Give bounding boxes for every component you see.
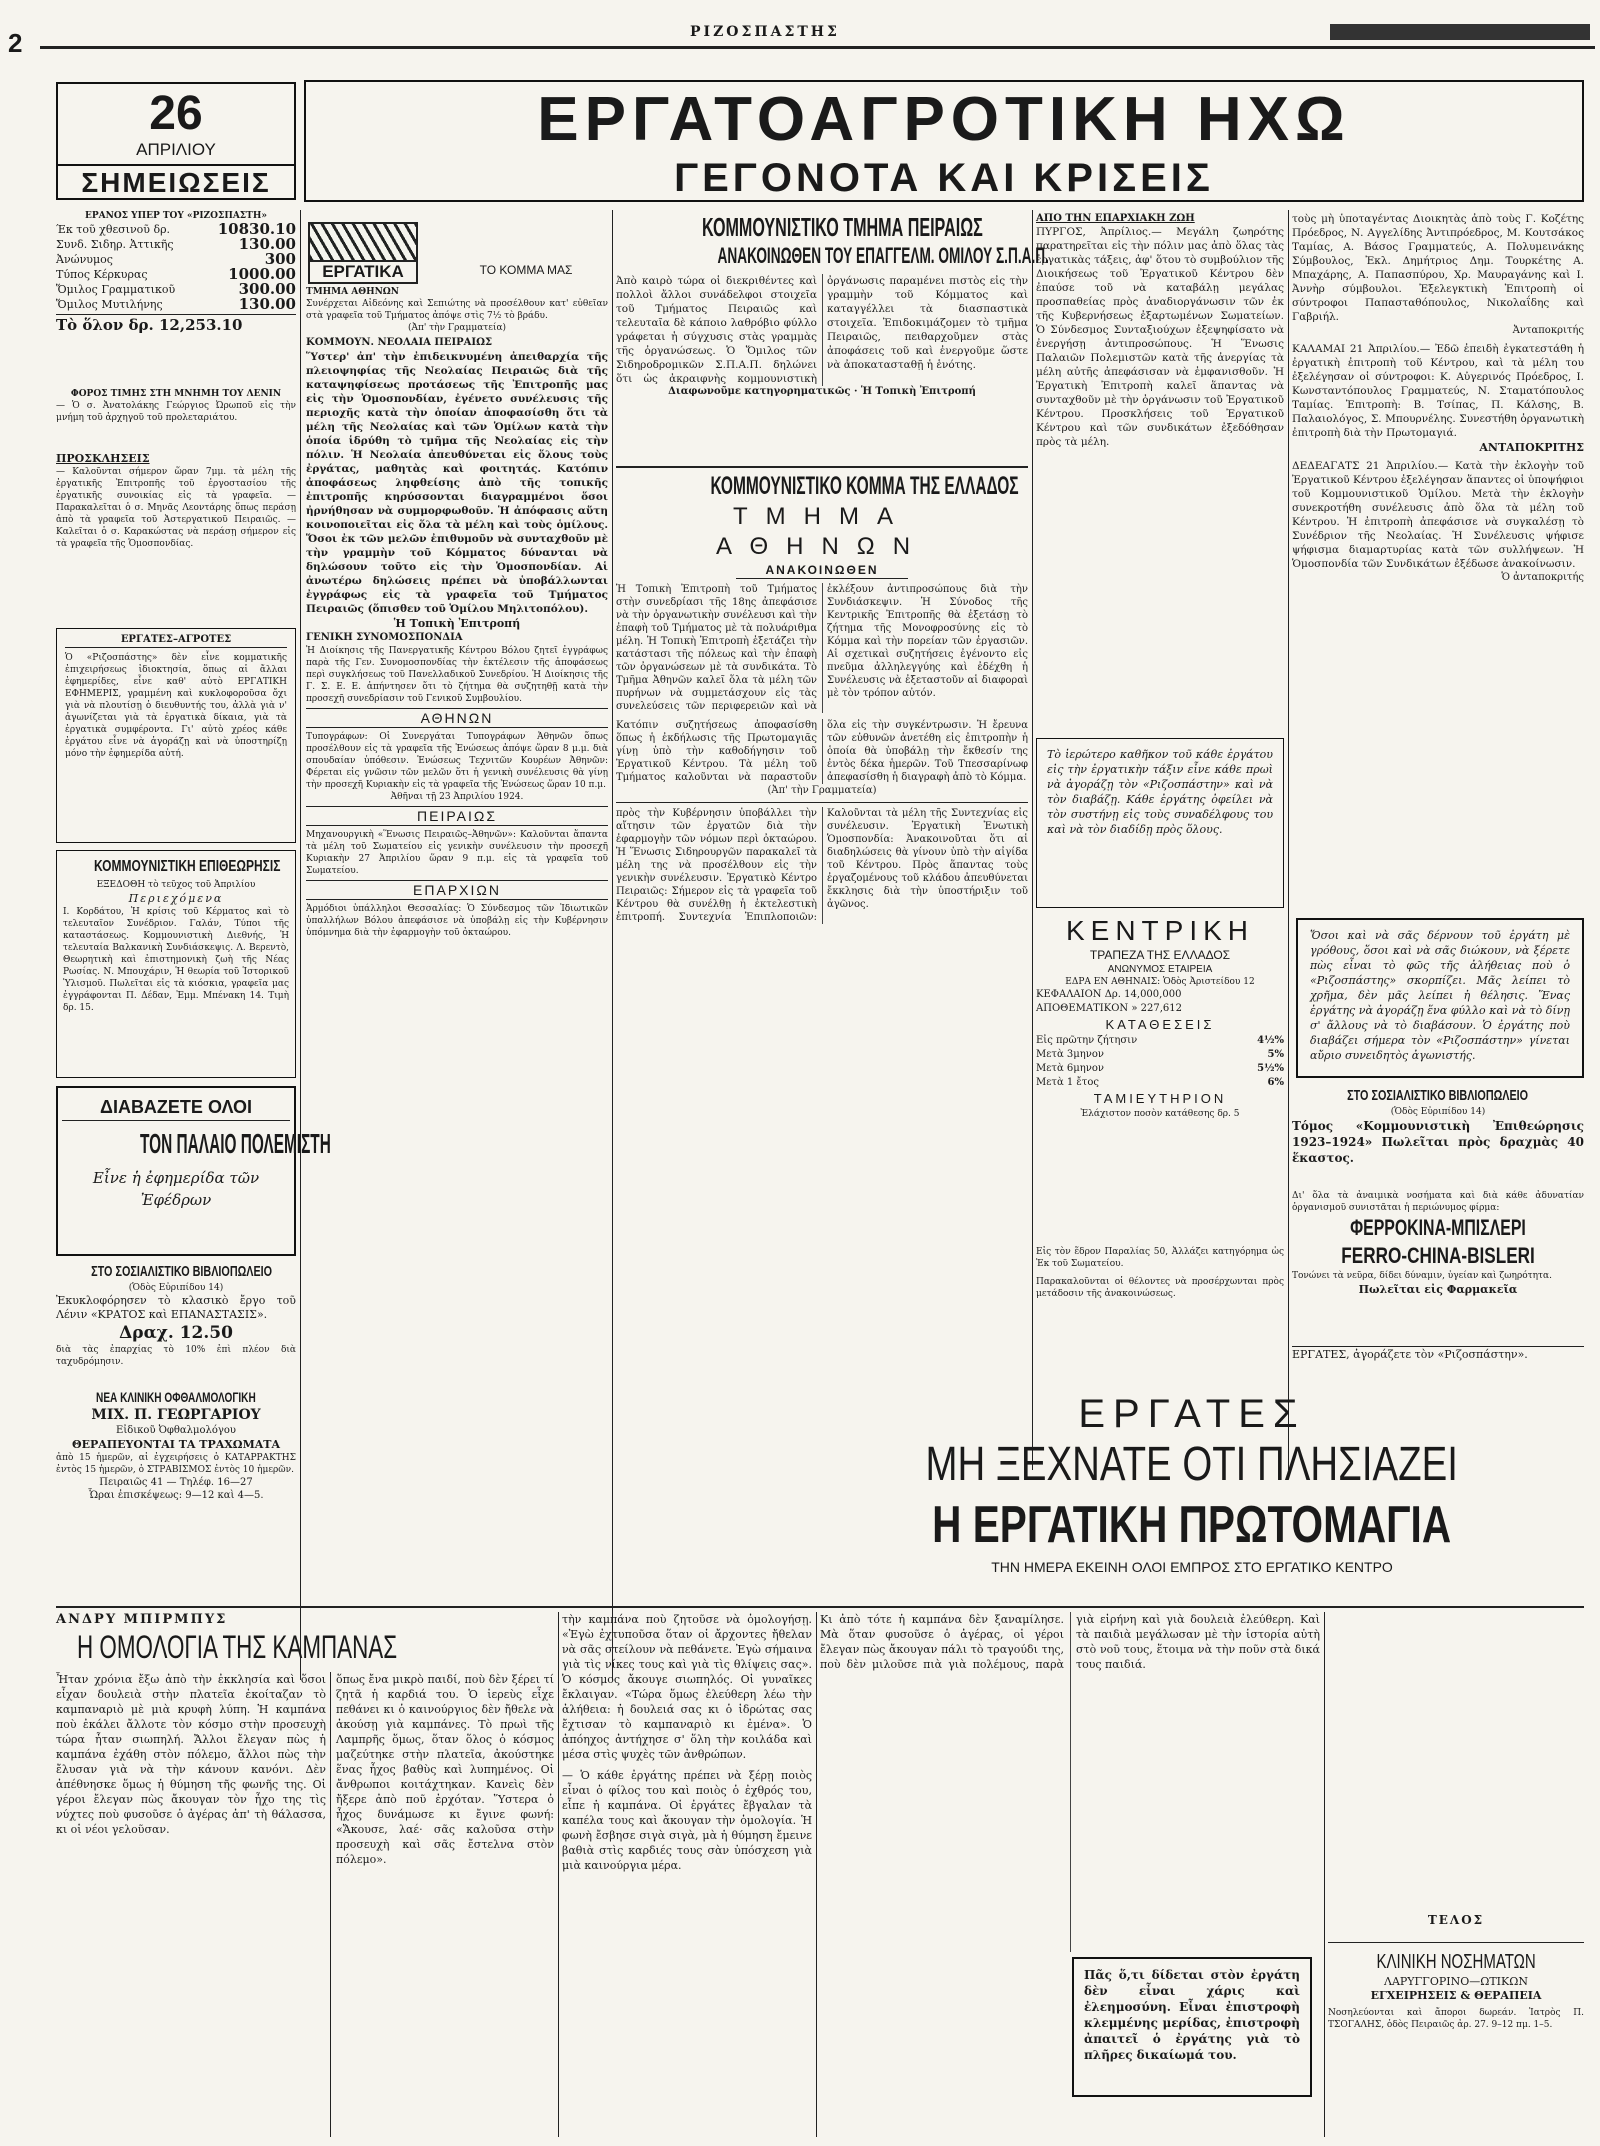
diavazete-name-text: ΤΟΝ ΠΑΛΑΙΟ ΠΟΛΕΜΙΣΤΗ bbox=[140, 1128, 331, 1159]
ferro-text: Τονώνει τὰ νεῦρα, δίδει δύναμιν, ὑγείαν καὶ ζωηρότητα. bbox=[1292, 1271, 1552, 1281]
eparxion-head: ΕΠΑΡΧΙΩΝ bbox=[306, 880, 608, 900]
dedeagats-sign: Ὁ ἀνταποκριτής bbox=[1501, 572, 1584, 583]
bank-rate-row-label: Μετὰ 6μηνον bbox=[1036, 1063, 1104, 1074]
ergates-agrotes-title: ΕΡΓΑΤΕΣ–ΑΓΡΟΤΕΣ bbox=[65, 633, 287, 648]
kke-text-c: πρὸς τὴν Κυβέρνησιν ὑποβάλλει τὴν αἴτησιν τῶν ἐργατῶν διὰ τὴν ἐφαρμογὴν τῶν νόμων περὶ ὀκταώρου. Ἡ Ἕνωσις Σιδηρουργῶν παρακαλεῖ τὰ μέλη της νὰ προσέλθουν εἰς τὴν γενικὴν συνέλευσιν. Ἐργατικὸ Κέντρο Πειραιῶς: Σήμερον εἰς τὰ γραφεῖα τοῦ Κέντρου θὰ συνέλθῃ ἡ ἐκτελεστικὴ ἐπιτροπή. Συντεχνία Ἐπιπλοποιῶν: Καλοῦνται τὰ μέλη τῆς Συντεχνίας εἰς συνέλευσιν. Ἐργατικὴ Ἐνωτικὴ Ὁμοσπονδία: Ἀνακοινοῦται ὅτι αἱ διαδηλώσεις θὰ γίνουν ὑπὸ τὴν αἰγίδα τοῦ Κέντρου. Πρὸς ἅπαντας τοὺς ἐργαζομένους τοῦ κλάδου ἀπευθύνεται ἔκκλησις διὰ τὴν ὑποστήριξιν τοῦ ἀγῶνος. bbox=[616, 808, 1028, 923]
story-title bbox=[56, 1628, 556, 1666]
klinik-addr: Πειραιῶς 41 — Τηλέφ. 16—27 bbox=[99, 1477, 253, 1488]
bank-rate-row-value: 5½% bbox=[1257, 1063, 1284, 1074]
date-day: 26 bbox=[149, 87, 203, 140]
banner-line3 bbox=[800, 1494, 1584, 1556]
bank-rates-list bbox=[1036, 1034, 1284, 1090]
bank-sub2: ΑΝΩΝΥΜΟΣ ΕΤΑΙΡΕΙΑ bbox=[1107, 964, 1213, 975]
bank-rate-row-value: 5% bbox=[1267, 1049, 1284, 1060]
masthead-title: ΕΡΓΑΤΟΑΓΡΟΤΙΚΗ ΗΧΩ bbox=[537, 85, 1351, 154]
diavazete-name bbox=[62, 1121, 331, 1167]
banner-line3-text: Η ΕΡΓΑΤΙΚΗ ΠΡΩΤΟΜΑΓΙΑ bbox=[932, 1496, 1452, 1554]
diavazete-sub: Εἶνε ἡ ἐφημερίδα τῶν Ἐφέδρων bbox=[92, 1169, 260, 1209]
bank-rate-row bbox=[1036, 1034, 1284, 1048]
eparxiki-section bbox=[1036, 212, 1284, 732]
masthead bbox=[304, 80, 1584, 202]
ferro-greek bbox=[1292, 1214, 1584, 1242]
foros-text: — Ὁ σ. Ἀνατολάκης Γεώργιος Ὠρωποῦ εἰς τὴν μνήμη τοῦ ἀρχηγοῦ τοῦ προλεταριάτου. bbox=[56, 401, 296, 423]
story-end: ΤΕΛΟΣ bbox=[1427, 1913, 1485, 1927]
story-text-3: τὴν καμπάνα ποὺ ζητοῦσε νὰ ὁμολογήσῃ. «Ἐγὼ ἐχτυποῦσα ὅταν οἱ ἄρχοντες ἤθελαν νὰ σᾶς στείλουν νὰ πεθάνετε. Ἐγὼ σήμαινα γιὰ τὶς νίκες τους καὶ γιὰ τὶς θλίψεις σας». Ὁ κόσμος ἄκουγε σιωπηλός. Οἱ γυναῖκες ἔκλαιγαν. «Τώρα ὅμως ἐλεύθερη λέω τὴν ἀλήθεια: ἡ δουλειά σας κι ὁ ἱδρώτας σας ἔχτισαν τὸ καμπαναριὸ κι ἐμένα». Ὁ ἀπόηχος ἀντήχησε σ' ὅλη τὴν κοιλάδα καὶ μέσα στὶς ψυχὲς τῶν ἀνθρώπων. bbox=[562, 1613, 812, 1761]
column-rule bbox=[330, 1672, 331, 2137]
bank-tamieutirion: ΤΑΜΙΕΥΤΗΡΙΟΝ bbox=[1093, 1091, 1227, 1106]
kalamai-text: ΚΑΛΑΜΑΙ 21 Ἀπριλίου.— Ἐδῶ ἐπειδὴ ἐγκατεστάθη ἡ ἐργατικὴ ἐπιτροπὴ τοῦ Κέντρου, καὶ τὰ μέλη του ἐξελέγησαν οἱ σύντροφοι: Κ. Αὐγερινός Πρόεδρος, Ι. Κωνσταντόπουλος Γραμματεύς, Ν. Σταματόπουλος Ταμίας. Ἐπιτροπὴ: Β. Τσίπας, Π. Κάλσης, Β. Παλαιολόγος, Σ. Μπουρνέλης. Συνεστήθη ὀργανωτικὴ ἐπιτροπὴ διὰ τὴν Πρωτομαγιά. bbox=[1292, 343, 1584, 439]
neolaia-title: ΚΟΜΜΟΥΝ. ΝΕΟΛΑΙΑ ΠΕΙΡΑΙΩΣ bbox=[306, 337, 493, 348]
story-col1 bbox=[56, 1672, 326, 2137]
bank-foot-text: Εἰς τὸν ἕδρον Παραλίας 50, Ἀλλάζει κατηγόρημα ὡς Ἐκ τοῦ Σωματείου. bbox=[1036, 1247, 1284, 1269]
ferro-latin bbox=[1292, 1242, 1584, 1270]
eranos-row-value: 10830.10 bbox=[217, 220, 296, 238]
eranos-row-label: Ὅμιλος Γραμματικοῦ bbox=[56, 283, 176, 296]
peiraios-title bbox=[616, 212, 1028, 242]
athinon-sign: Ἀθῆναι τῇ 23 Ἀπριλίου 1924. bbox=[390, 792, 524, 802]
klinik-therap: ΘΕΡΑΠΕΥΟΝΤΑΙ ΤΑ ΤΡΑΧΩΜΑΤΑ bbox=[71, 1438, 281, 1451]
pyrgos-text: ΠΥΡΓΟΣ, Ἀπρίλιος.— Μεγάλη ζωηρότης παρατηρεῖται εἰς τὴν πόλιν μας ἀπὸ ὅλας τὰς ἐργατικὰς τάξεις, ἀφ' ὅτου τὸ συμβούλιον τῆς Διοικήσεως τοῦ Ἐργατικοῦ Κέντρου δὲν ἐπαύσε τοῦ νὰ καταβάλῃ μεγάλας προσπαθείας πρὸς ἀναδιοργάνωσιν τῶν ἐκ τῆς Κυβερνήσεως ἐξαρτωμένων Σωματείων. Ὁ Σύνδεσμος Συνταξιούχων ἐξεψηφίσατο νὰ ἐνεργήσῃ ἀντιπροσώπους. Ἡ Ἕνωσις Παλαιῶν Πολεμιστῶν κατὰ τῆς ἀνεργίας τὰ μέλη αὐτῆς ἀπεφάσισαν νὰ ἐμφανισθοῦν. Ἡ Ἐργατικὴ Ἐπιτροπὴ καλεῖ ἅπαντας νὰ συνταχθοῦν μὲ τὴν ὀργάνωσιν τοῦ Ἐργατικοῦ Κέντρου. Προσκλήσεις τοῦ Ἐργατικοῦ Κέντρου καὶ τῶν συνδικάτων ἐξεδόθησαν πρὸς τὰ μέλη. bbox=[1036, 226, 1284, 448]
vivliopoleio-price: Δραχ. 12.50 bbox=[119, 1323, 233, 1343]
column-rule bbox=[1324, 1612, 1325, 2137]
neolaia-text: Ὕστερ' ἀπ' τὴν ἐπιδεικνυμένη ἀπειθαρχία τῆς πλειοψηφίας τῆς Νεολαίας Πειραιῶς διὰ τῆς καταψηφίσεως προτάσεως τῆς Ἐπιτροπῆς μας εἰς τὴν Ὁμοσπονδίαν, ἐγένετο συνέλευσις τῆς περιοχῆς κατὰ τὴν ὁποίαν ἀποφασίσθη ὅτι τὰ μέλη τῆς Νεολαίας καὶ τῶν Ὁμίλων κατὰ τὴν ὁποία ἱδρύθη τὸ τμῆμα τῆς Νεολαίας εἰς τὴν πόλιν. Ἡ Νεολαία ἀπευθύνεται εἰς ὅλους τοὺς ἐργάτας, μαθητὰς καὶ φοιτητάς. Κατόπιν ἀποφάσεως ληφθείσης ἀπὸ τῆς τοπικῆς ἐπιτροπῆς κηρύσσονται διαγραμμένοι ὅσοι ἠρνήθησαν νὰ συμμορφωθοῦν. Ἡ ἀπόφασις αὕτη κοινοποιεῖται εἰς ὅλα τὰ μέλη καὶ τοὺς ὁμίλους. Ὅσοι ἐκ τῶν μελῶν ἐπιθυμοῦν νὰ συνταχθοῦν μὲ τὴν γραμμὴν τοῦ Κόμματος δύνανται νὰ δηλώσουν τοῦτο εἰς τὴν Ὁμοσπονδίαν. Αἱ ἀνωτέρω δηλώσεις πρέπει νὰ ὑποβάλλωνται ἐγγράφως εἰς τὰ γραφεῖα τοῦ Τμήματος Πειραιῶς (ὅπισθεν τοῦ Ὁμίλου Μηλιτοπόλου). bbox=[306, 351, 608, 615]
peiraios-anakoinothen bbox=[616, 212, 1049, 462]
story-text-1: Ἦταν χρόνια ἔξω ἀπὸ τὴν ἐκκλησία καὶ ὅσοι εἶχαν δουλειὰ στὴν πλατεῖα ἐκοίταζαν τὸ καμπαναριὸ μὲ μιὰ κρυφὴ λύπη. Ἡ καμπάνα ποὺ ἐκάλει ἄλλοτε τὸν κόσμο στὴν προσευχὴ τώρα ἦταν σιωπηλή. Ἄλλοι ἔλεγαν πὼς ἡ καμπάνα ἐχάθη στὸν πόλεμο, ἄλλοι πὼς τὴν ἔλυσαν γιὰ νὰ τὴν κάνουν κανόνι. Δὲν ἀπέθνησκε ὅμως ἡ θύμηση τῆς φωνῆς της. Οἱ γέροι ἔλεγαν πὼς ἄκουγαν τὸν ἦχο της τὶς νύχτες ποὺ φυσοῦσε ὁ ἀγέρας ἀπ' τὴ θάλασσα, κι οἱ νέοι γελοῦσαν. bbox=[56, 1673, 326, 1836]
proskliseis-title: ΠΡΟΣΚΛΗΣΕΙΣ bbox=[56, 452, 150, 465]
vivliopoleio-title-text: ΣΤΟ ΣΟΣΙΑΛΙΣΤΙΚΟ ΒΙΒΛΙΟΠΩΛΕΙΟ bbox=[91, 1263, 273, 1280]
kke-sign: (Ἀπ' τὴν Γραμματεία) bbox=[767, 785, 877, 796]
eparxion-text: Ἁρμόδιοι ὑπάλληλοι Θεσσαλίας: Ὁ Σύνδεσμος τῶν Ἰδιωτικῶν ὑπαλλήλων Βόλου ἀπεφάσισε νὰ ὑποβάλῃ εἰς τὴν Κυβέρνησιν ὑπόμνημα διὰ τὴν ἐφαρμογὴν τοῦ ὀκταώρου. bbox=[306, 904, 608, 938]
vivlio-section bbox=[1292, 1086, 1584, 1186]
page-number: 2 bbox=[8, 28, 23, 58]
bank-rate-row-value: 4½% bbox=[1257, 1035, 1284, 1046]
column-rule bbox=[816, 1612, 817, 2137]
bank-rate-row bbox=[1036, 1062, 1284, 1076]
col5-top bbox=[1292, 212, 1584, 802]
vivliopoleio-section bbox=[56, 1262, 296, 1382]
eranos-row-label: Ὅμιλος Μυτιλήνης bbox=[56, 298, 163, 311]
epistrofi-box bbox=[1072, 1957, 1312, 2097]
epitheorisis-box bbox=[56, 850, 296, 1078]
story-col2 bbox=[336, 1672, 554, 2137]
geniki-title: ΓΕΝΙΚΗ ΣΥΝΟΜΟΣΠΟΝΔΙΑ bbox=[306, 632, 463, 643]
story-author: ΑΝΔΡΥ ΜΠΙΡΜΠΥΣ bbox=[56, 1612, 228, 1627]
vivlio-text: Τόμος «Κομμουνιστικὴ Ἐπιθεώρησις 1923–1924» Πωλεῖται πρὸς δραχμὰς 40 ἕκαστος. bbox=[1292, 1119, 1584, 1165]
banner-line4: ΤΗΝ ΗΜΕΡΑ ΕΚΕΙΝΗ ΟΛΟΙ ΕΜΠΡΟΣ ΣΤΟ ΕΡΓΑΤΙΚΟ ΚΕΝΤΡΟ bbox=[991, 1559, 1393, 1575]
dedeagats-text: ΔΕΔΕΑΓΑΤΣ 21 Ἀπριλίου.— Κατὰ τὴν ἐκλογὴν τοῦ Ἐργατικοῦ Κέντρου ἐξελέγησαν ἅπαντες οἱ ὑποψήφιοι τοῦ Κομμουνιστικοῦ Ὁμίλου. Μετὰ τὴν ἐκλογὴν συνεκροτήθη συνέλευσις ἀπὸ ὅλα τὰ μέλη τοῦ Κέντρου. Ἡ ἐπιτροπὴ ἀπεφάσισε νὰ συγκαλέσῃ τὸ Συνέδριον τῆς Νεολαίας. Ἡ Συνέλευσις ψήφισε ψήφισμα διαμαρτυρίας κατὰ τῶν συλλήψεων. Ἡ Ὁμοσπονδία τῶν Συνδικάτων ἐξέδωσε ἀνακοίνωσιν. bbox=[1292, 460, 1584, 570]
peiraios-sign: Διαφωνοῦμε κατηγορηματικῶς · Ἡ Τοπικὴ Ἐπιτροπή bbox=[668, 386, 976, 397]
clinic-title bbox=[1328, 1949, 1584, 1975]
date-month: ΑΠΡΙΛΙΟΥ bbox=[136, 140, 216, 159]
ferro-latin-text: FERRO-CHINA-BISLERI bbox=[1341, 1243, 1535, 1268]
story-text-2: ὅπως ἔνα μικρὸ παιδί, ποὺ δὲν ξέρει τί ζητᾶ ἡ καρδιά του. Ὁ ἱερεὺς εἶχε πεθάνει κι ὁ καινούργιος δὲν ἤθελε νὰ ἀκούσῃ γιὰ καμπάνες. Τὸ πρωὶ τῆς Λαμπρῆς ὅμως, ὅταν ὅλος ὁ κόσμος μαζεύτηκε στὴν πλατεῖα, ἀκούστηκε ἕνας ἦχος βαθὺς καὶ λυπημένος. Οἱ ἄνθρωποι κοιτάχτηκαν. Κανεὶς δὲν ἤξερε ἀπὸ ποῦ ἐρχόταν. Ὕστερα ὁ ἦχος δυνάμωσε κι ἔγινε φωνή: «Ἄκουσε, λαέ· σᾶς καλοῦσα στὴν προσευχὴ καὶ σᾶς ἔστελνα στὸν πόλεμο». bbox=[336, 1673, 554, 1866]
ergatika-header bbox=[306, 222, 608, 282]
eranos-row bbox=[56, 297, 296, 312]
bank-foot-text2: Παρακαλοῦνται οἱ θέλοντες νὰ προσέρχωνται πρὸς μετάδοσιν τῆς ἀνακοινώσεως. bbox=[1036, 1277, 1284, 1299]
bank-rate-row-label: Εἰς πρῶτην ζήτησιν bbox=[1036, 1035, 1138, 1046]
top-right-decoration bbox=[1330, 24, 1590, 40]
epitheorisis-sub: ΕΞΕΔΟΘΗ τὸ τεῦχος τοῦ Ἀπριλίου bbox=[96, 880, 256, 890]
date-label: ΣΗΜΕΙΩΣΕΙΣ bbox=[58, 164, 294, 200]
section-rule bbox=[616, 802, 1028, 803]
peiraios-subtitle bbox=[616, 242, 1049, 270]
peiraios-subtitle-text: ΑΝΑΚΟΙΝΩΘΕΝ ΤΟΥ ΕΠΑΓΓΕΛΜ. ΟΜΙΛΟΥ Σ.Π.Α.Π. bbox=[717, 243, 1049, 268]
bank-addr: ΕΔΡΑ ΕΝ ΑΘΗΝΑΙΣ: Ὁδὸς Ἀριστείδου 12 bbox=[1065, 977, 1255, 987]
kke-anakoinothen bbox=[616, 470, 1028, 1470]
clinic-sub2: ΕΓΧΕΙΡΗΣΕΙΣ & ΘΕΡΑΠΕΙΑ bbox=[1370, 1989, 1542, 2002]
story-text-5: Κι ἀπὸ τότε ἡ καμπάνα δὲν ξαναμίλησε. Μὰ ὅταν φυσοῦσε ὁ ἀγέρας, οἱ γέροι ἔλεγαν πὼς ἄκουγαν πάλι τὸ τραγούδι της, ποὺ δὲν μιλοῦσε πιὰ γιὰ πολέμους, παρὰ γιὰ εἰρήνη καὶ γιὰ δουλειὰ ἐλεύθερη. Καὶ τὰ παιδιὰ μεγάλωσαν μὲ τὴν ἱστορία αὐτὴ στὸ νοῦ τους, ἕτοιμα νὰ τὴν ποῦν στὰ δικά τους παιδιά. bbox=[820, 1613, 1320, 1671]
eranos-section bbox=[56, 210, 296, 385]
col2-body bbox=[306, 286, 608, 1306]
bank-rate-row-value: 6% bbox=[1267, 1077, 1284, 1088]
foros-section bbox=[56, 388, 296, 448]
column-rule bbox=[612, 210, 613, 1680]
vivliopoleio-addr: (Ὁδὸς Εὐριπίδου 14) bbox=[128, 1283, 224, 1293]
klinik-hours: Ὧραι ἐπισκέψεως: 9—12 καὶ 4—5. bbox=[88, 1490, 264, 1501]
anemia-text: Δι' ὅλα τὰ ἀναιμικὰ νοσήματα καὶ διὰ κάθε ἀδυνατίαν ὀργανισμοῦ συνιστᾶται ἡ περιώνυμος φίρμα: bbox=[1292, 1191, 1584, 1213]
vivlio-title-text: ΣΤΟ ΣΟΣΙΑΛΙΣΤΙΚΟ ΒΙΒΛΙΟΠΩΛΕΙΟ bbox=[1347, 1087, 1529, 1104]
eranos-row-value: 130.00 bbox=[238, 295, 296, 313]
eranos-row-value: 130.00 bbox=[238, 235, 296, 253]
vivlio-addr: (Ὁδὸς Εὐριπίδου 14) bbox=[1390, 1107, 1486, 1117]
foros-title: ΦΟΡΟΣ ΤΙΜΗΣ ΣΤΗ ΜΝΗΜΗ ΤΟΥ ΛΕΝΙΝ bbox=[70, 389, 282, 399]
vivliopoleio-title bbox=[56, 1262, 296, 1282]
column-rule bbox=[1032, 210, 1033, 1470]
eranos-title: ΕΡΑΝΟΣ ΥΠΕΡ ΤΟΥ «ΡΙΖΟΣΠΑΣΤΗ» bbox=[85, 211, 267, 221]
tmima-athinon-label: ΤΜΗΜΑ ΑΘΗΝΩΝ bbox=[306, 287, 400, 297]
eranos-row-value: 300.00 bbox=[238, 280, 296, 298]
ferro-greek-text: ΦΕΡΡΟΚΙΝΑ-ΜΠΙΣΛΕΡΙ bbox=[1350, 1215, 1526, 1240]
top-newspaper-name: ΡΙΖΟΣΠΑΣΤΗΣ bbox=[690, 24, 840, 40]
may-day-banner bbox=[800, 1392, 1584, 1602]
kke-text-b: Κατόπιν συζητήσεως ἀποφασίσθη ὅπως ἡ ἐκδήλωσις τῆς Πρωτομαγιᾶς γίνῃ ὑπὸ τὴν καθοδήγησιν τοῦ Ἐργατικοῦ Κέντρου. Τὰ μέλη τοῦ Τμήματος καλοῦνται νὰ παραστοῦν ὅλα εἰς τὴν συγκέντρωσιν. Ἡ ἔρευνα τῶν εὐθυνῶν ἀνετέθη εἰς ἐπιτροπὴν ἡ ὁποία θὰ ὑποβάλῃ τὴν ἔκθεσίν της ἐντὸς δέκα ἡμερῶν. Τοῦ Τπεσσαρίνωφ ἀπεφασίσθη ἡ διαγραφὴ ἀπὸ τὸ Κόμμα. bbox=[616, 720, 1028, 783]
peiraios-text: Ἀπὸ καιρὸ τώρα οἱ διεκριθέντες καὶ πολλοὶ ἄλλοι συνάδελφοι στοιχεῖα τοῦ Τμήματος Πειραιῶς καὶ τελευταῖα δὲ κάποιο λαθρόβιο φύλλο γράφεται ἡ σύγχυσις στὰς γραμμὰς τῆς ὀργανώσεως. Ὁ Ὅμιλος τῶν Σιδηροδρομικῶν Σ.Π.Α.Π. δηλώνει ὅτι ὡς ἀκραιφνὴς κομμουνιστικὴ ὀργάνωσις παραμένει πιστὸς εἰς τὴν γραμμὴν τοῦ Κόμματος καὶ καταγγέλλει τὰ διασπαστικὰ στοιχεῖα. Ἐπιδοκιμάζομεν τὸ τμῆμα Πειραιῶς, πειθαρχοῦμεν στὰς ἀποφάσεις τοῦ καὶ ἐνεργοῦμε ὥστε νὰ ἀποκατασταθῇ ἡ ἑνότης. bbox=[616, 275, 1028, 385]
story-col5 bbox=[1328, 1612, 1584, 2137]
clinic-text: Νοσηλεύονται καὶ ἄποροι δωρεάν. Ἰατρὸς Π. ΤΣΟΓΑΛΗΣ, ὁδὸς Πειραιῶς ἀρ. 27. 9–12 πμ. 1–5. bbox=[1328, 2008, 1584, 2030]
clinic-title-text: ΚΛΙΝΙΚΗ ΝΟΣΗΜΑΤΩΝ bbox=[1376, 1951, 1536, 1973]
bank-sub: ΤΡΑΠΕΖΑ ΤΗΣ ΕΛΛΑΔΟΣ bbox=[1089, 948, 1231, 962]
peiraios-head: ΠΕΙΡΑΙΩΣ bbox=[306, 806, 608, 826]
eranos-row-label: Τύπος Κέρκυρας bbox=[56, 268, 148, 281]
proskliseis-section bbox=[56, 452, 296, 622]
bank-kef: ΚΕΦΑΛΑΙΟΝ Δρ. 14,000,000 bbox=[1036, 989, 1182, 1000]
ergatika-pictogram bbox=[308, 222, 418, 262]
column-rule bbox=[1288, 210, 1289, 1470]
bank-rate-row bbox=[1036, 1076, 1284, 1090]
klinik-text: ἀπὸ 15 ἡμερῶν, αἱ ἐγχειρήσεις ὁ ΚΑΤΑΡΡΑΚΤΗΣ ἐντὸς 15 ἡμερῶν, ὁ ΣΤΡΑΒΙΣΜΟΣ ἐντὸς 10 ἡμερῶν. bbox=[56, 1453, 296, 1475]
vivlio-title bbox=[1292, 1086, 1584, 1106]
kke-title bbox=[616, 470, 1028, 502]
eranos-row-value: 1000.00 bbox=[228, 265, 296, 283]
vivliopoleio-text: Ἐκυκλοφόρησεν τὸ κλασικὸ ἔργο τοῦ Λένιν «ΚΡΑΤΟΣ καὶ ΕΠΑΝΑΣΤΑΣΙΣ». bbox=[56, 1294, 296, 1321]
ergatika-title: ΕΡΓΑΤΙΚΑ bbox=[308, 260, 418, 284]
proskliseis-text: — Καλοῦνται σήμερον ὥραν 7μμ. τὰ μέλη τῆς ἐργατικῆς Ἐπιτροπῆς τοῦ ἐργοστασίου τῆς ἐργατικῆς συνοικίας εἰς τὰ γραφεῖα. — Παρακαλεῖται ὁ σ. Μηνᾶς Λεοντάρης ὅπως περάσῃ ἀπὸ τὰ γραφεῖα τοῦ Ἀστεργατικοῦ Πειραιῶς. — Καλεῖται ὁ σ. Καρακώστας νὰ περάσῃ σήμερον εἰς τὰ γραφεῖα τῆς Ὁμοσπονδίας. bbox=[56, 467, 296, 549]
klinik-title-text: ΝΕΑ ΚΛΙΝΙΚΗ ΟΦΘΑΛΜΟΛΟΓΙΚΗ bbox=[96, 1389, 256, 1405]
col5-top-text: τοὺς μὴ ὑποταγέντας Διοικητὰς ἀπὸ τοὺς Γ. Κοζέτης Πρόεδρος, Ν. Αγγελίδης Ἀντιπρόεδρος, Μ. Κουτσάκος Ταμίας, Α. Βάσος Γραμματεύς, Α. Πολυμεινάκης Σύμβουλος, Ἐκλ. Δημήτριος Δημ. Τουρκέτης Α. Μπαχάρης, Α. Παπασπύρου, Χρ. Μαυραγάνης καὶ Ι. Ἀννὴρ σύμβουλοι. Ἐξελεγκτικὴ Ἐπιτροπὴ οἱ σύντροφοι Παπασταθόπουλος, Νικολαΐδης καὶ Γαβριήλ. bbox=[1292, 213, 1584, 323]
ferro-ad bbox=[1292, 1190, 1584, 1340]
ergates-note bbox=[1292, 1346, 1584, 1386]
peiraios-title-text: ΚΟΜΜΟΥΝΙΣΤΙΚΟ ΤΜΗΜΑ ΠΕΙΡΑΙΩΣ bbox=[702, 212, 983, 242]
athinon-head: ΑΘΗΝΩΝ bbox=[306, 708, 608, 728]
ergates-agrotes-box bbox=[56, 628, 296, 843]
klinik-spec: Εἰδικοῦ Ὀφθαλμολόγου bbox=[116, 1425, 236, 1436]
epitheorisis-title-text: ΚΟΜΜΟΥΝΙΣΤΙΚΗ ΕΠΙΘΕΩΡΗΣΙΣ bbox=[94, 858, 281, 875]
story-text-4: — Ὁ κάθε ἐργάτης πρέπει νὰ ξέρῃ ποιὸς εἶναι ὁ φίλος του καὶ ποιὸς ὁ ἐχθρός του, εἶπε ἡ καμπάνα. Οἱ ἐργάτες ἔβγαλαν τὰ καπέλα τους καὶ ἄκουγαν τὴν ὁμολογία. Ἡ φωνὴ ἔσβησε σιγὰ σιγὰ, μὰ ἡ θύμηση ἔμεινε βαθιὰ στὶς καρδιές τους σὰν ὑπόσχεση γιὰ μιὰ καινούργια μέρα. bbox=[562, 1769, 812, 1872]
klinik-doctor: ΜΙΧ. Π. ΓΕΩΡΓΑΡΙΟΥ bbox=[91, 1407, 261, 1423]
diavazete-box bbox=[56, 1086, 331, 1256]
page-header-strip bbox=[0, 0, 1600, 58]
eranos-row-label: Συνδ. Σιδηρ. Ἀττικῆς bbox=[56, 238, 174, 251]
banner-line2 bbox=[800, 1436, 1584, 1494]
athinon-text: Τυπογράφων: Οἱ Συνεργάται Τυπογράφων Ἀθηνῶν ὅπως προσέλθουν εἰς τὰ γραφεῖα τῆς Ἑνώσεως ἀπόψε ὥραν 8 μ.μ. διὰ σπουδαίαν ὑπόθεσιν. Ἑνώσεως Τεχνιτῶν Κουρέων Ἀθηνῶν: Φέρεται εἰς γνῶσιν τῶν μελῶν ὅτι ἡ γενικὴ συνέλευσις θὰ γίνῃ τὴν προσεχῆ Κυριακὴν εἰς τὰ γραφεῖα τῆς Ἑνώσεως ὥραν 10 π.μ. bbox=[306, 732, 608, 790]
bank-rate-row bbox=[1036, 1048, 1284, 1062]
clinic-sub: ΛΑΡΥΓΓΟΡΙΝΟ—ΩΤΙΚΩΝ bbox=[1384, 1975, 1528, 1988]
story-col3 bbox=[562, 1612, 812, 2137]
eranos-row-label: Ἀνώνυμος bbox=[56, 253, 113, 266]
bank-rate-row-label: Μετὰ 1 ἔτος bbox=[1036, 1077, 1099, 1088]
kathikon-text: Τὸ ἱερώτερο καθῆκον τοῦ κάθε ἐργάτου εἰς τὴν ἐργατικὴν τάξιν εἶνε κάθε πρωὶ νὰ ἀγοράζῃ τὸν «Ριζοσπάστην» καὶ νὰ τὸν διαβάζῃ. Κάθε ἐργάτης ὀφείλει νὰ τὸν συστήνῃ εἰς τοὺς συναδέλφους του καὶ νὰ τὸν διαδίδῃ πρὸς ὅλους. bbox=[1047, 748, 1273, 836]
ferro-foot: Πωλεῖται εἰς Φαρμακεῖα bbox=[1358, 1283, 1518, 1296]
neolaia-sign: Ἡ Τοπικὴ Ἐπιτροπή bbox=[393, 617, 521, 630]
masthead-subtitle: ΓΕΓΟΝΟΤΑ ΚΑΙ ΚΡΙΣΕΙΣ bbox=[674, 156, 1214, 200]
kalamai-sign: ΑΝΤΑΠΟΚΡΙΤΗΣ bbox=[1479, 441, 1584, 454]
ergates-note-text: ΕΡΓΑΤΕΣ, ἀγοράζετε τὸν «Ριζοσπάστην». bbox=[1292, 1348, 1528, 1361]
tmima-athinon-text: Συνέρχεται Αἰδεόνης καὶ Σεπιώτης νὰ προσέλθουν κατ' εὐθεῖαν στὰ γραφεῖα τοῦ Τμήματος ἀπόψε στὶς 7½ τὸ βράδυ. bbox=[306, 299, 608, 321]
eparxiki-title: ΑΠΟ ΤΗΝ ΕΠΑΡΧΙΑΚΗ ΖΩΗ bbox=[1036, 213, 1195, 224]
column-rule bbox=[558, 1612, 559, 2137]
bank-title: ΚΕΝΤΡΙΚΗ bbox=[1065, 915, 1255, 946]
klinik-title bbox=[56, 1388, 296, 1406]
kke-anakoinothen-label: ΑΝΑΚΟΙΝΩΘΕΝ bbox=[736, 562, 908, 579]
section-rule bbox=[616, 466, 1028, 468]
epistrofi-text: Πᾶς ὅ,τι δίδεται στὸν ἐργάτη δὲν εἶναι χάρις καὶ ἐλεημοσύνη. Εἶναι ἐπιστροφὴ κλεμμένης μερίδας, ἐπιστροφὴ ἀπαιτεῖ ὁ ἐργάτης γιὰ τὸ πλῆρες δικαίωμά του. bbox=[1084, 1968, 1300, 2062]
bank-apoth: ΑΠΟΘΕΜΑΤΙΚΟΝ » 227,612 bbox=[1036, 1003, 1182, 1014]
date-block bbox=[56, 82, 296, 200]
diavazete-title: ΔΙΑΒΑΖΕΤΕ ΟΛΟΙ bbox=[62, 1094, 290, 1121]
komma-title: ΤΟ ΚΟΜΜΑ ΜΑΣ bbox=[479, 263, 573, 277]
periexomena-text: Ι. Κορδάτου, Ἡ κρίσις τοῦ Κέρματος καὶ τὸ τελευταῖον Συνέδριον. Γαλάν, Τύποι τῆς καταστάσεως. Κομμουνιστικὴ Διεθνής, Ἡ τελευταία Βαλκανικὴ Συνδιάσκεψις. Λ. Βερεντὸ, Θεωρητικὴ καὶ ἐπιστημονικὴ ζωὴ τῆς Νέας Ρωσίας. Ν. Μπουχάριν, Ἡ θεωρία τοῦ Ἱστορικοῦ Ὑλισμοῦ. Πωλεῖται εἰς τὰ κιόσκια, γραφεῖα μας ἐγγράφονται Π. Δέδαν, Ἐμμ. Μπένακη 14. Τιμὴ δρ. 15. bbox=[63, 907, 289, 1013]
banner-line1: ΕΡΓΑΤΕΣ bbox=[1078, 1392, 1306, 1436]
kke-title-text: ΚΟΜΜΟΥΝΙΣΤΙΚΟ ΚΟΜΜΑ ΤΗΣ ΕΛΛΑΔΟΣ bbox=[710, 472, 1019, 500]
bank-ad bbox=[1036, 914, 1284, 1244]
epitheorisis-title bbox=[63, 855, 289, 879]
periexomena-label: Περιεχόμενα bbox=[128, 892, 224, 905]
eranos-row bbox=[56, 237, 296, 252]
bottom-section-rule bbox=[56, 1606, 1584, 1608]
peiraios-text: Μηχανουργικὴ «Ἕνωσις Πειραιῶς–Ἀθηνῶν»: Καλοῦνται ἅπαντα τὰ μέλη τοῦ Σωματείου εἰς γενικὴν συνέλευσιν τὴν προσεχῆ Κυριακὴν 27 Ἀπριλίου ὥραν 9 π.μ. εἰς τὰ γραφεῖα τοῦ Σωματείου. bbox=[306, 830, 608, 876]
story-header bbox=[56, 1612, 556, 1668]
story-title-text: Η ΟΜΟΛΟΓΙΑ ΤΗΣ ΚΑΜΠΑΝΑΣ bbox=[77, 1629, 398, 1665]
col5-top-sign: Ἀνταποκριτής bbox=[1512, 325, 1584, 336]
column-rule bbox=[300, 210, 301, 1680]
rizospastis-box bbox=[1296, 918, 1584, 1078]
klinik-ofthalmo-section bbox=[56, 1388, 296, 1538]
banner-line2-text: ΜΗ ΞΕΧΝΑΤΕ ΟΤΙ ΠΛΗΣΙΑΖΕΙ bbox=[925, 1438, 1459, 1491]
bank-foot bbox=[1036, 1246, 1284, 1316]
eranos-total: Τὸ ὅλον δρ. 12,253.10 bbox=[56, 314, 296, 335]
eranos-row-label: Έκ τοῦ χθεσινοῦ δρ. bbox=[56, 223, 171, 236]
rizospastis-box-text: Ὅσοι καὶ νὰ σᾶς δέρνουν τοῦ ἐργάτη μὲ γρόθους, ὅσοι καὶ νὰ σᾶς διώκουν, νὰ ξέρετε πὼς εἶναι τὸ φῶς τῆς ἀλήθειας ποὺ ὁ «Ριζοσπάστης» σκορπίζει. Μᾶς λείπει τὸ χρῆμα, δὲν μᾶς λείπει ἡ θέλησις. Ἕνας ἐργάτης νὰ ἀγοράζῃ ἕνα φύλλο καὶ νὰ τὸ δίνῃ σ' ἄλλους νὰ τὸ διαβάσουν. Ὁ ἐργάτης ποὺ διαβάζει σήμερα τὸν «Ριζοσπάστην» γίνεται αὔριο συνειδητὸς ἀγωνιστής. bbox=[1310, 929, 1570, 1062]
bank-katatheseis: ΚΑΤΑΘΕΣΕΙΣ bbox=[1105, 1017, 1215, 1032]
kke-tmima: ΤΜΗΜΑ ΑΘΗΝΩΝ bbox=[715, 503, 929, 560]
top-rule bbox=[40, 46, 1595, 49]
eranos-row-value: 300 bbox=[264, 250, 296, 268]
vivliopoleio-note: διὰ τὰς ἐπαρχίας τὸ 10% ἐπὶ πλέον διὰ ταχυδρόμησιν. bbox=[56, 1345, 296, 1367]
clinic-ad bbox=[1328, 1942, 1584, 2031]
geniki-text: Ἡ Διοίκησις τῆς Πανεργατικῆς Κέντρου Βόλου ζητεῖ ἐγγράφως παρὰ τῆς Γεν. Συνομοσπονδίας τὴν ἐκτέλεσιν τῆς ἀποφάσεως περὶ συγκλήσεως τοῦ Πανελλαδικοῦ Συνεδρίου. Ἡ Διοίκησις τῆς Γ. Σ. Ε. Ε. ἀπήντησεν ὅτι τὸ ζήτημα θὰ συζητηθῇ κατὰ τὴν προσεχῆ συνεδρίασιν τοῦ Γενικοῦ Συμβουλίου. bbox=[306, 646, 608, 704]
kathikon-box bbox=[1036, 738, 1284, 908]
kke-text-a: Ἡ Τοπικὴ Ἐπιτροπὴ τοῦ Τμήματος στὴν συνεδρίασι τῆς 18ης ἀπεφάσισε νὰ τὴν ὀργανωτικὴν συνέλευσι καὶ τὴν ἐπαφὴ τοῦ Τμήματος μὲ τὰ πολυάριθμα μέλη. Ἡ Τοπικὴ Ἐπιτροπὴ ἐξετάζει τὴν κατάστασι τῆς πόλεως καὶ τὴν ἐπαφὴ τῶν ὀργανώσεων μὲ τὰ συνδικάτα. Τὸ Τμῆμα Ἀθηνῶν καλεῖ ὅλα τὰ μέλη τῶν πυρήνων νὰ συμμετάσχουν εἰς τὰς συνελεύσεις τῶν περιφερειῶν καὶ νὰ ἐκλέξουν ἀντιπροσώπους διὰ τὴν Συνδιάσκεψιν. Ἡ Σύνοδος τῆς Κεντρικῆς Ἐπιτροπῆς θὰ ἐξετάσῃ τὸ ζήτημα τῆς Μονοφροσύνης εἰς τὸ Κόμμα καὶ τὴν πορείαν τῶν ἐργασιῶν. Αἱ σχετικαὶ συζητήσεις ἐγένοντο εἰς πνεῦμα ἀλληλεγγύης καὶ ἐδέχθη ἡ Συνέλευσις νὰ ἐξεταστοῦν αἱ διαφοραὶ μὲ τὸν τρόπον αὐτόν. bbox=[616, 584, 1028, 712]
bank-tam-text: Ἐλάχιστον ποσὸν κατάθεσης δρ. 5 bbox=[1080, 1109, 1240, 1119]
story-col4 bbox=[820, 1612, 1320, 2137]
tmima-athinon-sign: (Ἀπ' τὴν Γραμματεία) bbox=[407, 323, 507, 333]
bank-rate-row-label: Μετὰ 3μηνον bbox=[1036, 1049, 1104, 1060]
ergates-agrotes-text: Ὁ «Ριζοσπάστης» δὲν εἶνε κομματικῆς ἐπιχειρήσεως ἰδιοκτησία, ὅπως αἱ ἄλλαι ἐφημερίδες, εἶνε καθ' αὐτὸ ΕΡΓΑΤΙΚΗ ΕΦΗΜΕΡΙΣ, γραμμένη καὶ κυκλοφοροῦσα ὄχι γιὰ νὰ πλουτίσῃ ὁ διευθυντής του, ἀλλὰ γιὰ ν' ἀγωνίζεται γιὰ τὰ ἐργατικὰ δίκαια, γιὰ τὰ ἐργατικὰ συμφέροντα. Γι' αὐτὸ χρέος κάθε ἐργάτου εἶνε νὰ ἀγοράζῃ καὶ νὰ ὑποστηρίζῃ μόνο τὴν ἐφημερίδα αὐτή. bbox=[65, 653, 287, 759]
eranos-list bbox=[56, 222, 296, 312]
